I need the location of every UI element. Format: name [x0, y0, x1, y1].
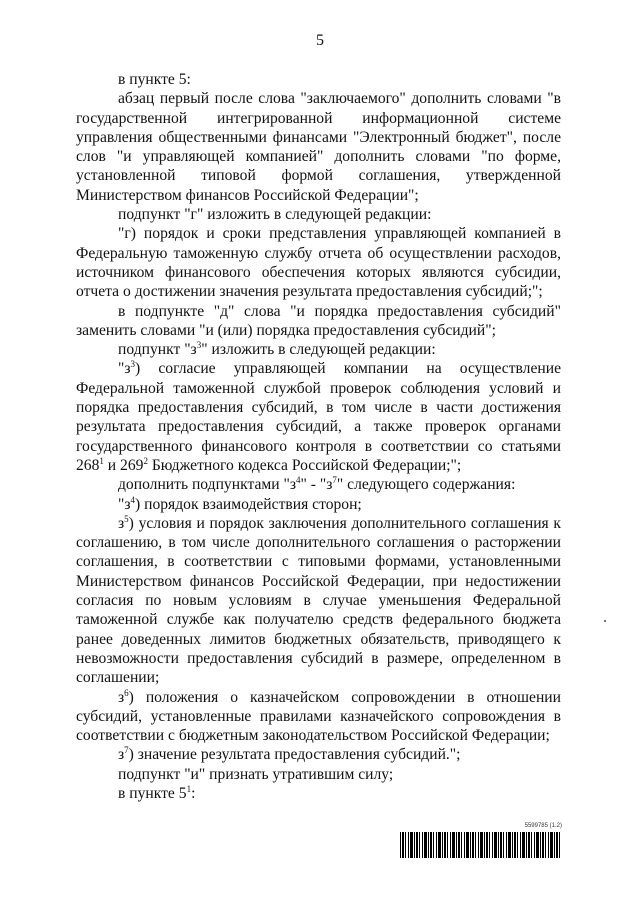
superscript: 2 — [143, 455, 148, 466]
paragraph: в пункте 5: — [118, 71, 191, 88]
paragraph — [76, 745, 561, 764]
superscript: 7 — [124, 745, 129, 756]
paragraph — [76, 475, 561, 494]
paragraph: "г) порядок и сроки представления управляющей компанией в Федеральную таможенную службу отчета об осуществлении расходов, источником финансового обеспечения которых являются субсидии, отчета о достижении значения результата предоставления субсидий;"; — [76, 225, 561, 301]
text-run: з — [118, 688, 125, 706]
text-run: Бюджетного кодекса Российской Федерации;"; — [147, 456, 462, 474]
text-run: ) порядок взаимодействия сторон; — [135, 495, 362, 513]
text-run: "з — [118, 495, 131, 513]
superscript: 4 — [130, 494, 136, 505]
text-run: : — [191, 784, 196, 802]
text-run: з — [118, 514, 125, 532]
paragraph — [76, 688, 561, 746]
margin-mark — [604, 620, 606, 622]
paragraph — [76, 784, 561, 803]
paragraph: абзац первый после слова "заключаемого" дополнить словами "в государственной интегрированной информационной системе управления общественными финансами "Электронный бюджет", после слов "и управляющей компанией" дополнить словами "по форме, установленной типовой формой соглашения, утвержденной Министерством финансов Российской Федерации"; — [76, 90, 561, 204]
text-run: ) согласие управляющей компании на осуществление Федеральной таможенной службой проверок соблюдения условий и порядка предоставления субсидий, в том числе в части достижения результата предоставления субсидий, а также проверок органами государственного финансового контроля в соответствии со статьями 268 — [76, 360, 561, 474]
superscript: 7 — [332, 475, 337, 486]
paragraph — [76, 514, 561, 688]
text-run: ) значение результата предоставления субсидий."; — [128, 746, 461, 764]
text-run: " изложить в следующей редакции: — [201, 341, 436, 359]
barcode-number: 5599785 (1.2) — [524, 823, 562, 829]
text-run: подпункт "з — [118, 341, 197, 359]
superscript: 4 — [296, 475, 301, 486]
superscript: 1 — [186, 783, 192, 794]
paragraph: подпункт "г" изложить в следующей редакции: — [118, 206, 432, 224]
superscript: 3 — [130, 359, 136, 370]
paragraph — [76, 340, 561, 359]
barcode-block — [400, 823, 562, 859]
paragraph: подпункт "и" признать утратившим силу; — [118, 765, 394, 783]
text-run: дополнить подпунктами "з — [118, 476, 297, 494]
text-run: и 269 — [103, 456, 144, 474]
superscript: 1 — [99, 455, 104, 466]
paragraph — [76, 359, 561, 475]
text-run: " следующего содержания: — [336, 476, 516, 494]
text-run: "з — [118, 360, 131, 378]
text-run: в пункте 5 — [118, 784, 187, 802]
superscript: 5 — [124, 513, 129, 524]
document-body — [76, 70, 561, 803]
text-run: з — [118, 746, 125, 764]
superscript: 6 — [124, 687, 129, 698]
barcode — [400, 832, 562, 858]
text-run: " - "з — [300, 476, 333, 494]
text-run: ) условия и порядок заключения дополнительного соглашения к соглашению, в том числе дополнительного соглашения о расторжении соглашения, в соответствии с типовыми формами, установленными Министерством финансов Российской Федерации, при недостижении согласия по новым условиям в случае уменьшения Федеральной таможенной службе как получателю средств федерального бюджета ранее доведенных лимитов бюджетных обязательств, приводящего к невозможности предоставления субсидий в размере, определенном в соглашении; — [76, 514, 561, 687]
page-number: 5 — [316, 32, 324, 49]
superscript: 3 — [196, 340, 202, 351]
text-run: ) положения о казначейском сопровождении в отношении субсидий, установленные правилами казначейского сопровождения в соответствии с бюджетным законодательством Российской Федерации; — [76, 688, 561, 745]
paragraph: в подпункте "д" слова "и порядка предоставления субсидий" заменить словами "и (или) порядка предоставления субсидий"; — [76, 302, 561, 339]
paragraph — [76, 495, 561, 514]
